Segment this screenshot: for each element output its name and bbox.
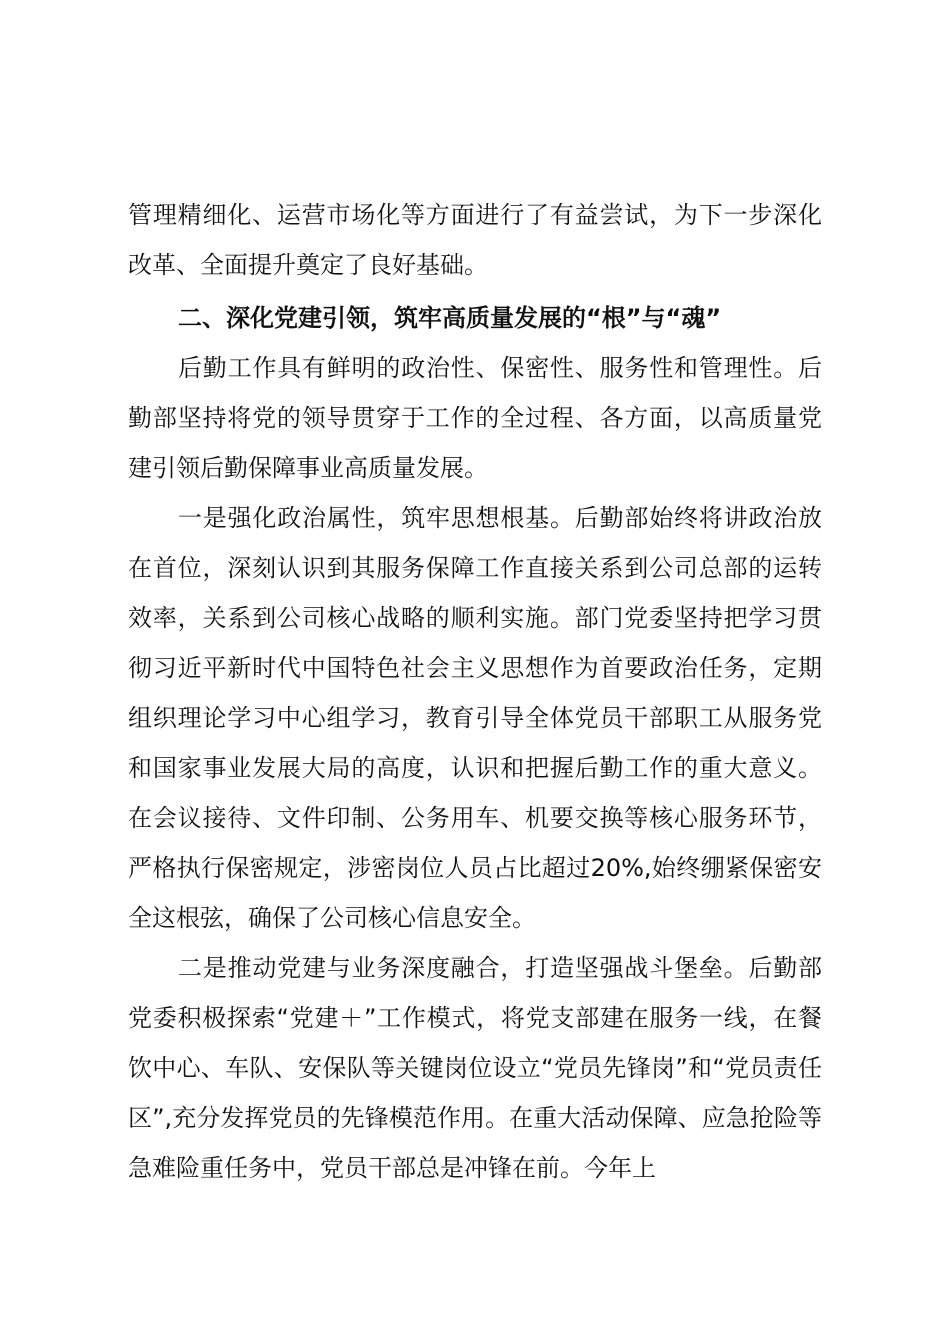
paragraph-continuation: 管理精细化、运营市场化等方面进行了有益尝试，为下一步深化改革、全面提升奠定了良好基础。 — [128, 201, 822, 279]
paragraph-point-one: 一是强化政治属性，筑牢思想根基。后勤部始终将讲政治放在首位，深刻认识到其服务保障工作直接关系到公司总部的运转效率，关系到公司核心战略的顺利实施。部门党委坚持把学习贯彻习近平新时代中国特色社会主义思想作为首要政治任务，定期组织理论学习中心组学习，教育引导全体党员干部职工从服务党和国家事业发展大局的高度，认识和把握后勤工作的重大意义。在会议接待、文件印制、公务用车、机要交换等核心服务环节，严格执行保密规定，涉密岗位人员占比超过20%,始终绷紧保密安全这根弦，确保了公司核心信息安全。 — [128, 504, 822, 932]
paragraph-point-two: 二是推动党建与业务深度融合，打造坚强战斗堡垒。后勤部党委积极探索“党建＋”工作模式，将党支部建在服务一线，在餐饮中心、车队、安保队等关键岗位设立“党员先锋岗”和“党员责任区”,充分发挥党员的先锋模范作用。在重大活动保障、应急抢险等急难险重任务中，党员干部总是冲锋在前。今年上 — [128, 954, 822, 1182]
section-heading: 二、深化党建引领，筑牢高质量发展的“根”与“魂” — [178, 304, 722, 332]
paragraph-intro: 后勤工作具有鲜明的政治性、保密性、服务性和管理性。后勤部坚持将党的领导贯穿于工作的全过程、各方面，以高质量党建引领后勤保障事业高质量发展。 — [128, 354, 822, 482]
document-body — [128, 190, 822, 1193]
